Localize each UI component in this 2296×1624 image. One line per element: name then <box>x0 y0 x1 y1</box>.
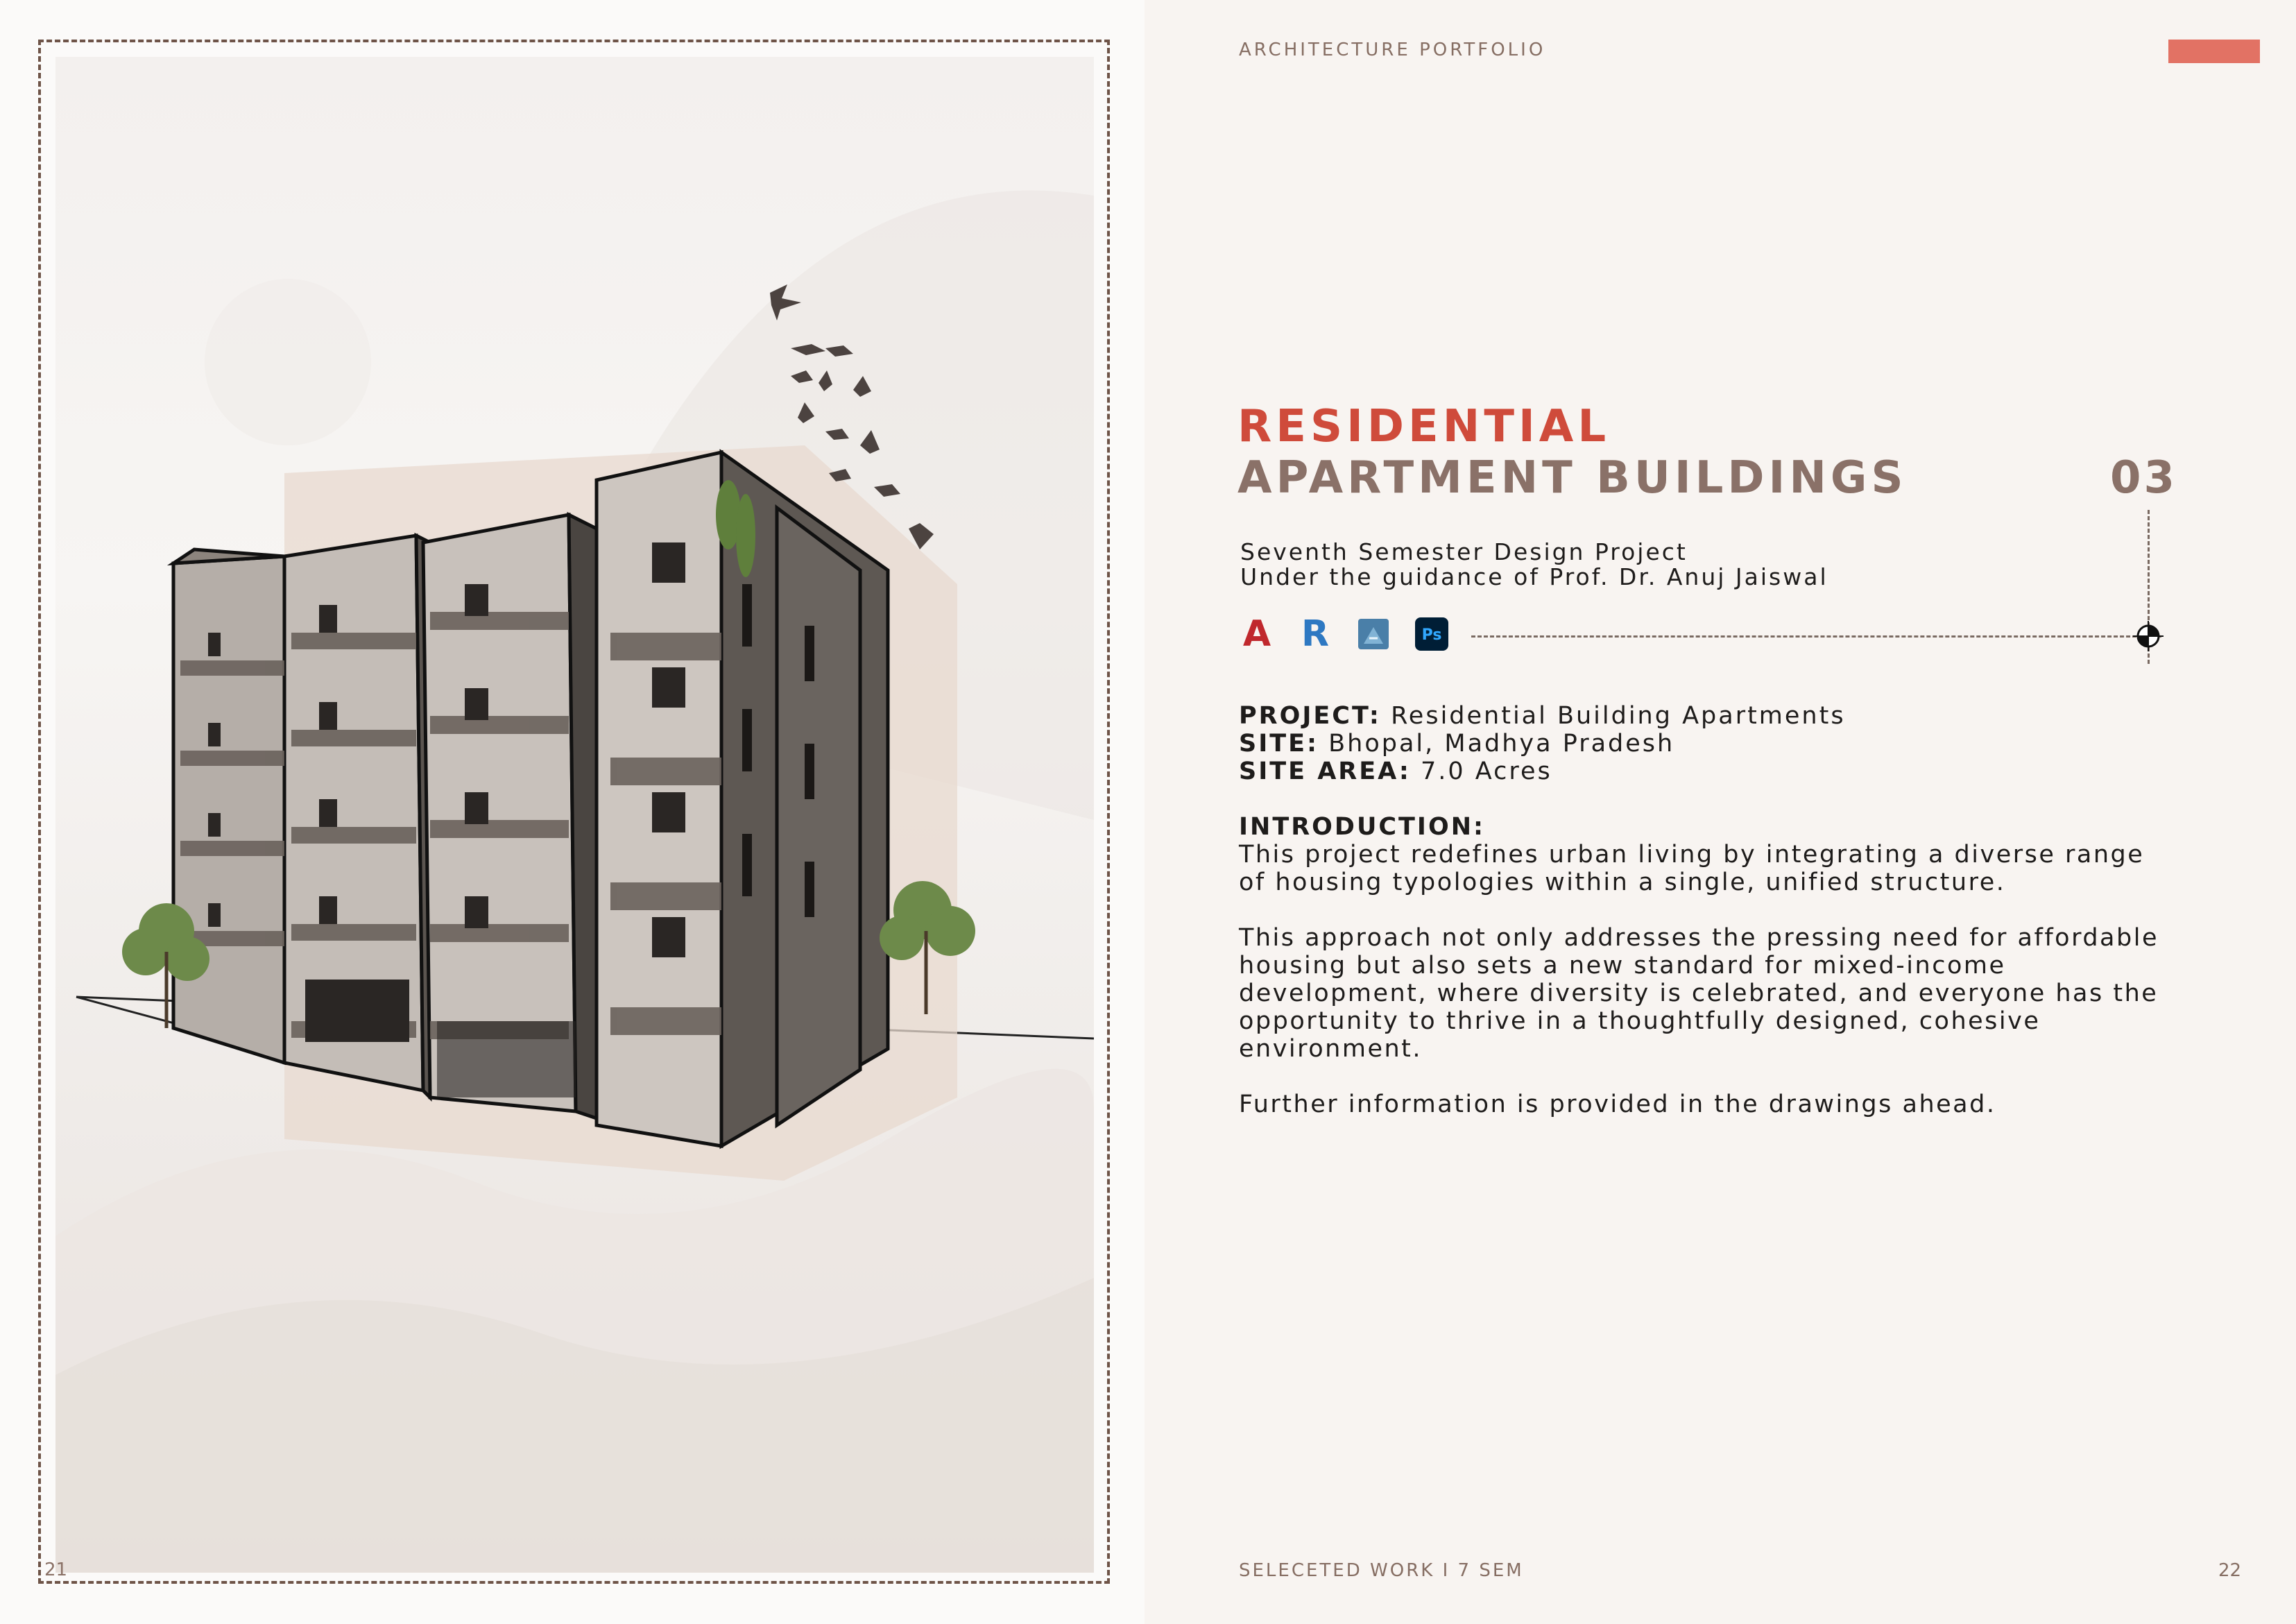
footer-label: SELECETED WORK I 7 SEM <box>1239 1560 1524 1581</box>
portfolio-header-label: ARCHITECTURE PORTFOLIO <box>1239 40 1546 60</box>
approach-paragraph: This approach not only addresses the pressing need for affordable housing but also sets a new standard for mixed-income development, where diversity is celebrated, and everyone has the opportunity to thrive in a thoughtfully designed, cohesive environment. <box>1239 924 2159 1063</box>
accent-bar <box>2168 40 2260 63</box>
semester-subtitle: Seventh Semester Design Project <box>1240 538 1688 565</box>
project-number: 03 <box>2110 452 2178 504</box>
closing-paragraph: Further information is provided in the drawings ahead. <box>1239 1091 1996 1118</box>
introduction-paragraph: This project redefines urban living by integrating a diverse range of housing typologies within a single, unified structure. <box>1239 841 2145 896</box>
site-area-info: SITE AREA: 7.0 Acres <box>1239 758 1552 785</box>
sketchup-icon <box>1355 616 1391 652</box>
project-title-line1: RESIDENTIAL <box>1237 401 1611 452</box>
right-page <box>1145 0 2296 1624</box>
crosshair-target-icon <box>2133 621 2164 651</box>
dashed-frame <box>38 40 1110 1584</box>
left-page <box>0 0 1145 1624</box>
introduction-heading: INTRODUCTION: <box>1239 813 1485 841</box>
autocad-icon: A <box>1242 613 1271 655</box>
project-info: PROJECT: Residential Building Apartments <box>1239 702 1846 730</box>
revit-icon: R <box>1301 613 1330 655</box>
site-info: SITE: Bhopal, Madhya Pradesh <box>1239 730 1675 758</box>
photoshop-icon <box>1414 616 1450 652</box>
right-page-number: 22 <box>2218 1560 2242 1581</box>
guidance-subtitle: Under the guidance of Prof. Dr. Anuj Jaiswal <box>1240 563 1828 590</box>
left-page-number: 21 <box>44 1559 68 1580</box>
dashed-horizontal-line <box>1471 635 2161 638</box>
svg-text:Ps: Ps <box>1421 626 1442 644</box>
project-title-line2: APARTMENT BUILDINGS <box>1237 452 1908 504</box>
